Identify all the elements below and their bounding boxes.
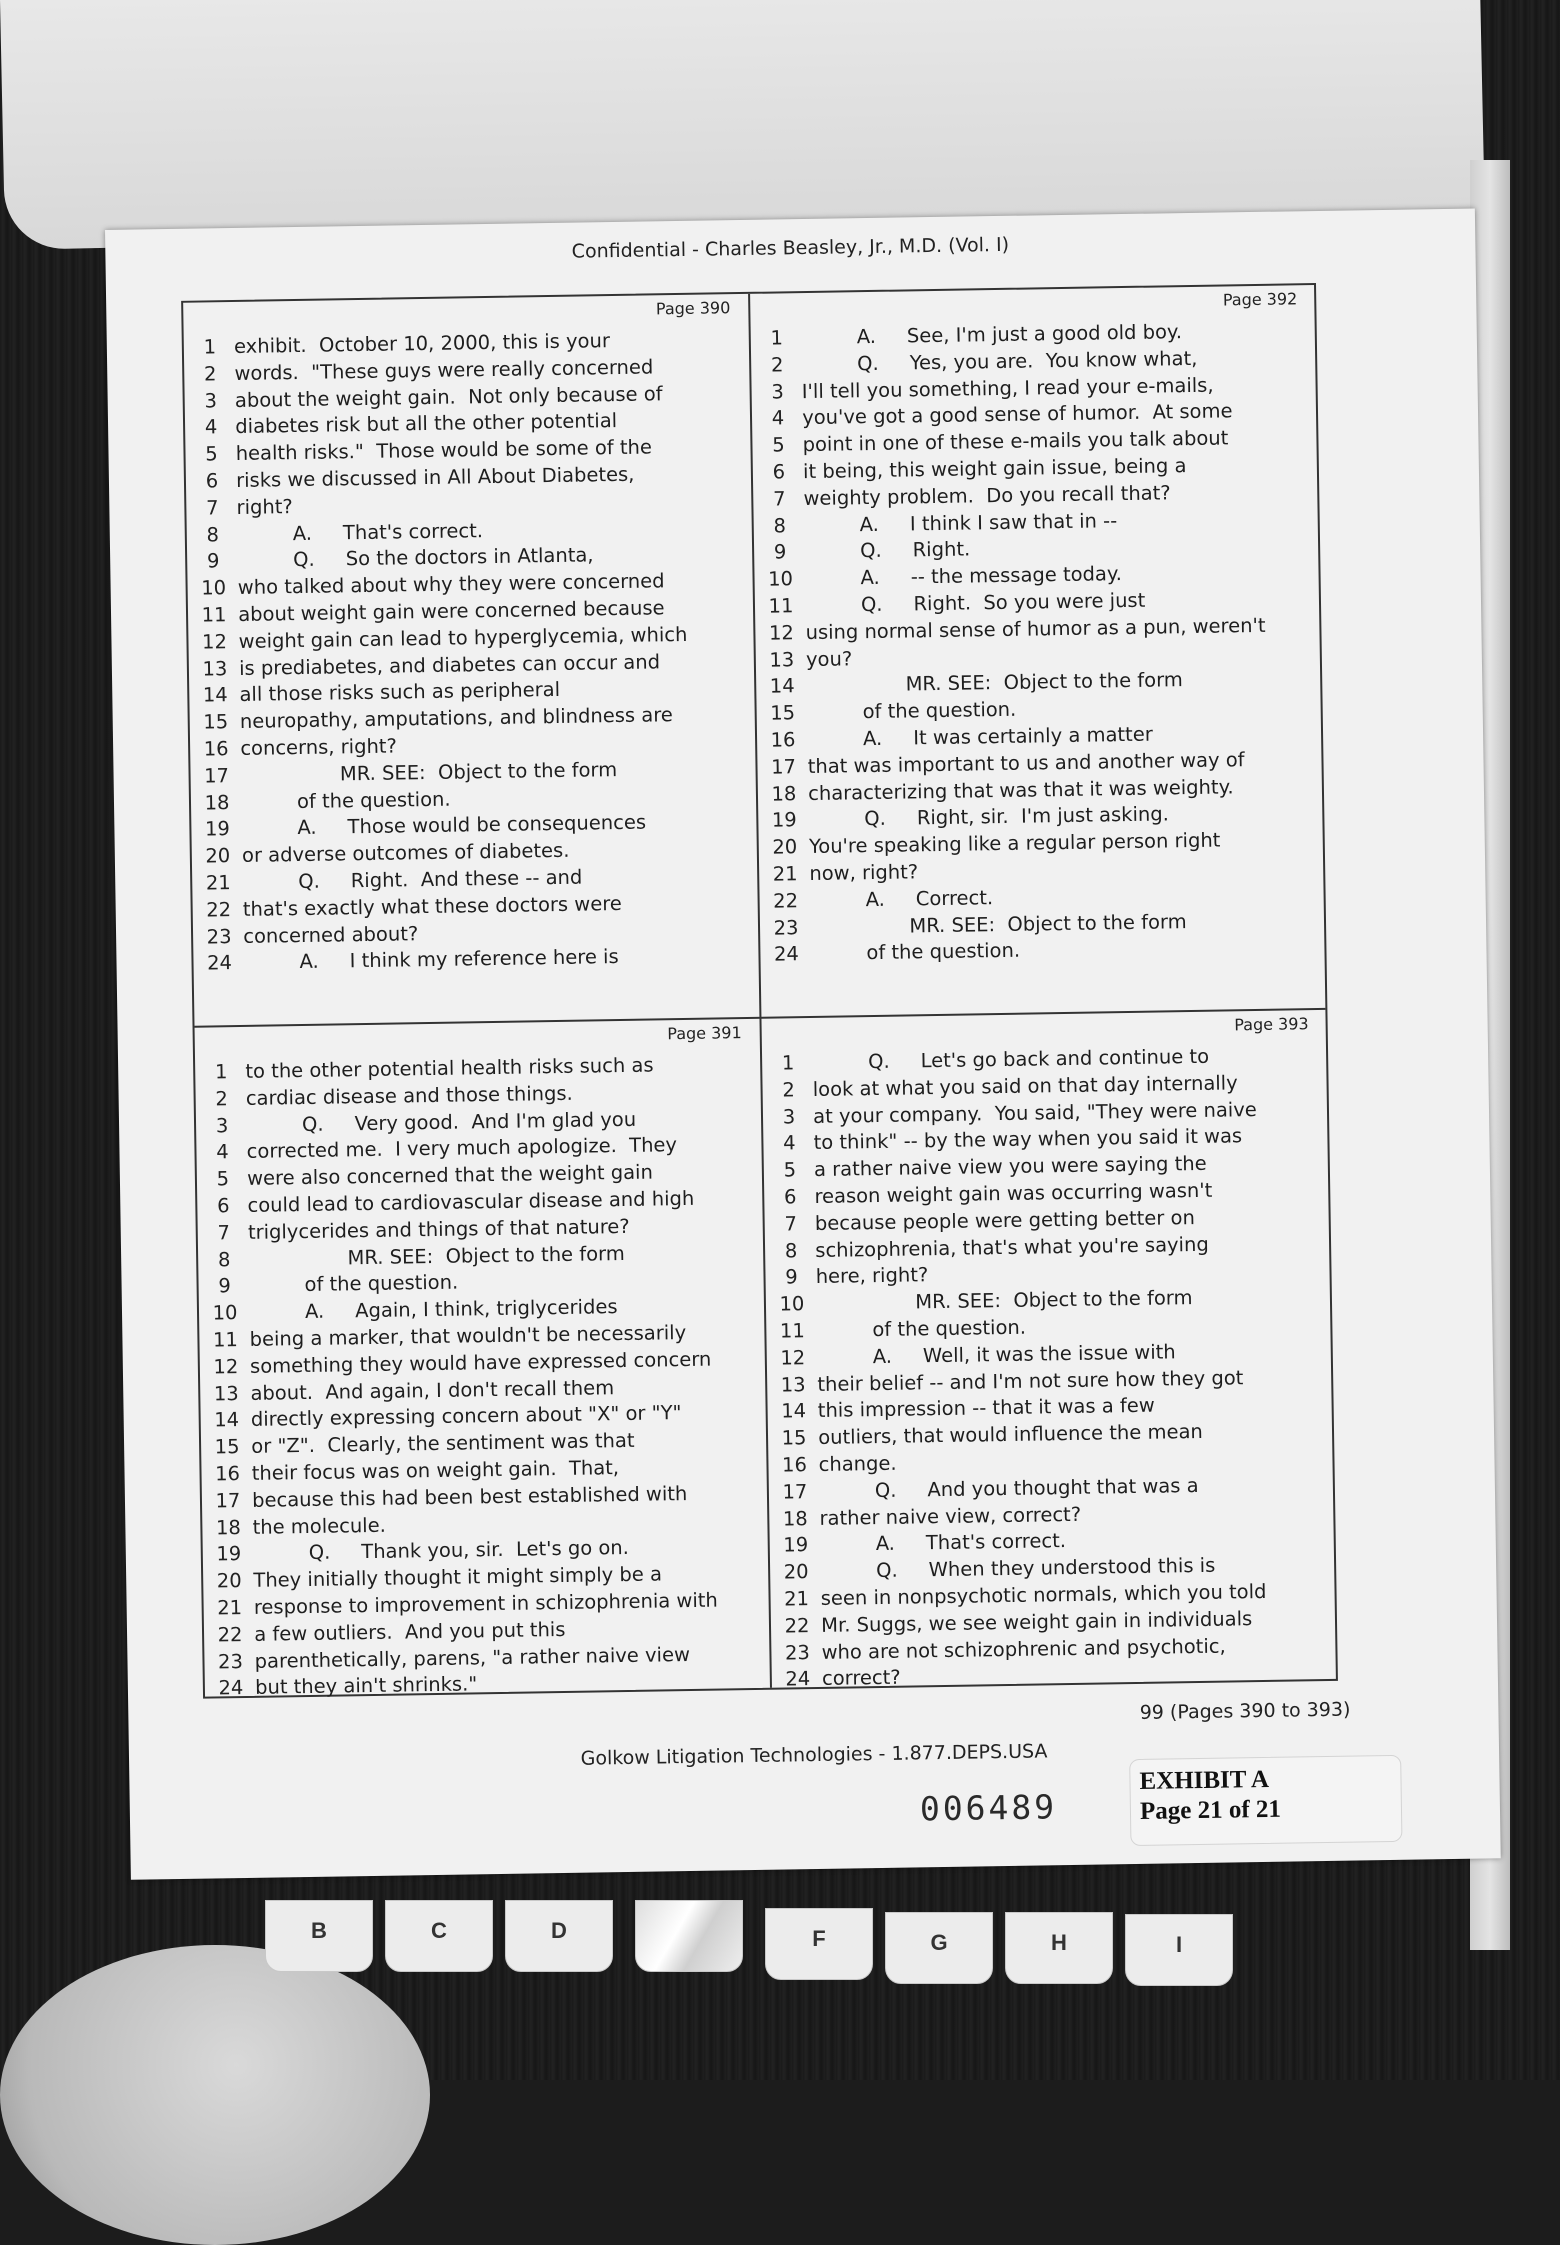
line-text: Q. So the doctors in Atlanta, [231,543,594,573]
line-text: or adverse outcomes of diabetes. [235,838,570,868]
line-number: 16 [203,737,229,761]
line-text: A. Again, I think, triglycerides [242,1295,618,1325]
line-text: You're speaking like a regular person right [802,828,1221,859]
line-text: A. I think I saw that in -- [797,508,1118,537]
line-text: point in one of these e-mails you talk about [796,426,1229,457]
line-number: 17 [770,754,797,779]
line-number: 11 [768,594,794,618]
line-number: 24 [773,942,800,966]
line-text: corrected me. I very much apologize. They [240,1133,678,1164]
line-number: 23 [784,1640,811,1665]
line-text: a few outliers. And you put this [247,1617,566,1646]
page-number-label: Page 391 [667,1023,742,1044]
line-text: exhibit. October 10, 2000, this is your [227,329,611,359]
line-text: something they would have expressed concern [243,1347,712,1378]
page-number-label: Page 393 [1234,1014,1309,1035]
line-number: 14 [781,1399,807,1423]
line-number: 11 [212,1328,239,1352]
line-number: 7 [784,1212,798,1236]
transcript-lines [770,1042,1321,1694]
transcript-lines [759,317,1310,969]
line-number: 8 [217,1247,231,1271]
tab-g[interactable]: G [885,1912,993,1984]
line-number: 13 [213,1381,239,1405]
tab-e[interactable] [635,1900,743,1972]
line-number: 8 [784,1238,798,1263]
line-number: 21 [217,1595,243,1620]
line-text: you've got a good sense of humor. At some [795,399,1233,430]
line-number: 24 [218,1676,244,1700]
line-text: diabetes risk but all the other potential [228,409,618,439]
line-text: Q. Very good. And I'm glad you [239,1107,637,1137]
line-text: Q. Thank you, sir. Let's go on. [246,1536,630,1566]
line-text: A. Well, it was the issue with [810,1340,1176,1369]
line-text: at your company. You said, "They were naive [806,1097,1257,1128]
line-text: reason weight gain was occurring wasn't [808,1178,1213,1209]
line-text: their belief -- and I'm not sure how they got [811,1365,1244,1396]
line-number: 21 [205,871,231,895]
line-number: 15 [781,1426,807,1450]
tab-f[interactable]: F [765,1908,873,1980]
line-text: seen in nonpsychotic normals, which you told [814,1579,1267,1610]
quadrant-page-393 [761,1010,1327,1734]
line-number: 6 [772,460,786,484]
line-text: A. -- the message today. [798,562,1123,591]
line-text: A. It was certainly a matter [800,722,1153,752]
quadrant-page-390 [183,294,749,1018]
line-text: about weight gain were concerned because [231,596,665,627]
document-header: Confidential - Charles Beasley, Jr., M.D. (Vol. I) [571,233,1010,263]
quadrant-page-391 [195,1019,761,1743]
line-text: response to improvement in schizophrenia with [247,1588,718,1619]
line-number: 5 [216,1167,230,1191]
exhibit-stamp [1139,1765,1281,1827]
line-text: could lead to cardiovascular disease and high [241,1186,695,1217]
line-text: outliers, that would influence the mean [811,1420,1203,1450]
line-number: 22 [784,1613,810,1638]
line-text: the molecule. [246,1513,386,1539]
line-text: Q. And you thought that was a [812,1473,1199,1503]
line-text: Q. Right. [797,537,971,564]
line-text: Q. Yes, you are. You know what, [795,346,1198,376]
exhibit-page: Page 21 of 21 [1139,1795,1282,1825]
line-number: 4 [783,1131,796,1155]
line-text: of the question. [804,939,1021,966]
line-text: A. Those would be consequences [235,810,647,841]
line-text: who are not schizophrenic and psychotic, [815,1634,1226,1664]
line-number: 6 [783,1185,797,1209]
line-number: 14 [214,1408,240,1432]
line-text: being a marker, that wouldn't be necessarily [243,1320,687,1351]
line-text: cardiac disease and those things. [239,1081,573,1110]
line-number: 20 [205,844,231,868]
line-text: risks we discussed in All About Diabetes, [229,462,635,493]
line-number: 2 [770,353,784,377]
line-number: 23 [773,915,799,940]
line-number: 1 [781,1051,795,1075]
line-text: Mr. Suggs, we see weight gain in individuals [814,1606,1253,1637]
line-number: 22 [217,1622,243,1647]
line-number: 12 [213,1354,239,1379]
line-number: 19 [216,1542,242,1566]
line-number: 20 [216,1569,242,1593]
line-text: A. I think my reference here is [237,945,619,975]
line-number: 4 [204,415,218,439]
line-number: 9 [218,1274,231,1298]
line-text: because this had been best established with [245,1481,688,1512]
line-number: 11 [201,603,227,627]
company-footer: Golkow Litigation Technologies - 1.877.DEPS.USA [580,1740,1048,1770]
line-number: 2 [782,1078,795,1102]
line-text: MR. SEE: Object to the form [241,1241,625,1271]
line-text: or "Z". Clearly, the sentiment was that [244,1428,635,1459]
line-number: 2 [215,1086,229,1111]
line-text: directly expressing concern about "X" or "Y" [244,1401,682,1432]
line-text: words. "These guys were really concerned [228,355,654,385]
line-number: 9 [785,1265,798,1289]
line-text: MR. SEE: Object to the form [803,909,1187,939]
line-number: 3 [771,379,785,404]
line-text: I'll tell you something, I read your e-mails, [795,373,1214,403]
line-text: this impression -- that it was a few [811,1394,1155,1423]
line-number: 19 [783,1533,809,1557]
line-number: 15 [770,701,796,725]
line-number: 13 [202,656,228,681]
line-text: is prediabetes, and diabetes can occur and [232,649,661,680]
line-text: health risks." Those would be some of the [229,435,653,466]
page-range: 99 (Pages 390 to 393) [1139,1698,1351,1724]
line-text: schizophrenia, that's what you're saying [808,1232,1209,1262]
line-number: 4 [216,1140,229,1164]
line-number: 16 [214,1461,241,1486]
line-text: They initially thought it might simply be a [247,1562,663,1593]
line-number: 3 [204,388,218,413]
line-number: 17 [782,1479,808,1504]
line-text: you? [799,646,853,671]
line-text: their focus was on weight gain. That, [245,1456,620,1485]
line-text: concerned about? [236,921,419,948]
line-text: using normal sense of humor as a pun, weren't [799,613,1266,644]
tab-h[interactable]: H [1005,1912,1113,1984]
line-text: MR. SEE: Object to the form [800,668,1183,698]
line-number: 10 [767,567,794,591]
line-number: 21 [783,1587,810,1611]
line-text: but they ain't shrinks." [248,1672,478,1700]
line-number: 14 [202,683,228,707]
line-text: A. That's correct. [813,1529,1067,1557]
line-text: to the other potential health risks such as [239,1053,654,1083]
line-number: 7 [772,487,786,511]
line-text: weight gain can lead to hyperglycemia, which [232,622,688,653]
bates-number: 006489 [919,1787,1058,1829]
line-number: 18 [215,1515,241,1539]
tab-c[interactable]: C [385,1900,493,1972]
line-number: 15 [203,710,229,734]
page-number-label: Page 390 [655,298,731,319]
line-number: 10 [201,576,227,600]
line-number: 7 [205,496,219,520]
line-text: that was important to us and another way of [801,747,1245,778]
line-text: weighty problem. Do you recall that? [797,481,1171,510]
line-number: 17 [215,1488,241,1513]
line-text: who talked about why they were concerned [231,569,665,600]
line-text: Q. When they understood this is [813,1553,1216,1584]
line-number: 12 [768,620,794,645]
line-text: of the question. [242,1270,459,1298]
line-number: 23 [217,1649,244,1673]
line-text: A. Correct. [803,885,994,912]
index-tabs [265,1900,1265,1980]
line-number: 1 [770,326,784,350]
line-number: 19 [204,817,231,841]
line-text: because people were getting better on [808,1205,1196,1235]
line-number: 3 [215,1113,229,1137]
line-text: were also concerned that the weight gain [240,1160,654,1191]
line-text: of the question. [234,787,451,814]
line-text: triglycerides and things of that nature? [241,1214,630,1244]
line-number: 12 [780,1345,806,1370]
line-text: MR. SEE: Object to the form [234,757,618,787]
line-text: of the question. [810,1315,1027,1343]
line-number: 18 [204,790,230,815]
line-number: 13 [769,647,795,672]
line-text: all those risks such as peripheral [233,678,561,707]
line-number: 20 [772,835,798,859]
line-number: 6 [205,469,219,493]
line-number: 1 [214,1060,228,1084]
line-number: 24 [785,1667,811,1691]
line-text: Q. Right, sir. I'm just asking. [802,802,1170,832]
line-number: 14 [769,674,795,698]
line-text: it being, this weight gain issue, being a [796,454,1187,484]
line-number: 10 [212,1301,238,1325]
line-text: of the question. [800,697,1017,725]
line-number: 21 [772,862,798,886]
line-text: parenthetically, parens, "a rather naive view [248,1642,691,1673]
disc-object [0,1945,430,2245]
line-number: 23 [206,924,232,949]
tab-d[interactable]: D [505,1900,613,1972]
line-number: 5 [205,442,218,466]
line-number: 19 [771,808,797,832]
line-number: 6 [216,1194,230,1218]
transcript-grid [181,283,1338,1699]
line-number: 9 [773,540,787,564]
line-text: concerns, right? [233,734,398,760]
line-number: 24 [206,951,233,975]
line-text: now, right? [803,860,919,886]
line-number: 8 [206,522,220,547]
line-number: 18 [782,1506,808,1531]
line-number: 17 [203,763,230,788]
line-number: 8 [773,513,787,538]
line-text: that's exactly what these doctors were [236,891,622,921]
line-text: here, right? [809,1263,929,1289]
transcript-page [105,208,1501,1879]
line-text: Q. Let's go back and continue to [805,1044,1210,1075]
tab-i[interactable]: I [1125,1914,1233,1986]
line-text: Q. Right. And these -- and [236,865,583,894]
line-number: 16 [781,1453,808,1477]
line-number: 12 [201,629,228,654]
line-number: 1 [203,335,217,359]
line-text: right? [230,494,293,519]
line-number: 7 [217,1220,231,1245]
page-number-label: Page 392 [1222,289,1298,310]
line-number: 3 [782,1104,796,1129]
line-text: neuropathy, amputations, and blindness are [233,703,674,734]
line-text: a rather naive view you were saying the [807,1152,1207,1182]
line-number: 20 [783,1560,809,1584]
line-text: correct? [815,1666,901,1691]
line-text: look at what you said on that day internally [806,1071,1238,1101]
line-number: 11 [779,1319,805,1343]
transcript-lines [192,326,743,978]
line-number: 15 [214,1435,240,1459]
line-number: 13 [780,1372,806,1397]
line-number: 2 [203,362,217,386]
line-text: characterizing that was that it was weighty. [801,774,1234,805]
exhibit-label: EXHIBIT A [1139,1765,1270,1795]
line-text: MR. SEE: Object to the form [809,1286,1193,1316]
line-number: 5 [783,1158,797,1182]
line-text: to think" -- by the way when you said it was [807,1124,1243,1155]
tab-b[interactable]: B [265,1900,373,1972]
line-text: A. That's correct. [230,518,484,546]
transcript-lines [203,1051,754,1703]
quadrant-page-392 [750,285,1316,1009]
line-number: 18 [771,781,797,806]
line-text: about. And again, I don't recall them [244,1375,615,1405]
line-text: A. See, I'm just a good old boy. [794,320,1183,350]
line-number: 22 [206,897,232,922]
line-number: 9 [206,549,220,573]
line-text: Q. Right. So you were just [798,588,1146,618]
line-text: change. [812,1451,897,1476]
line-number: 22 [773,888,799,913]
line-text: rather naive view, correct? [813,1502,1082,1530]
line-number: 5 [772,433,785,457]
line-number: 16 [770,728,796,752]
line-text: about the weight gain. Not only because of [228,381,663,412]
line-number: 10 [779,1292,805,1316]
line-number: 4 [771,406,785,430]
